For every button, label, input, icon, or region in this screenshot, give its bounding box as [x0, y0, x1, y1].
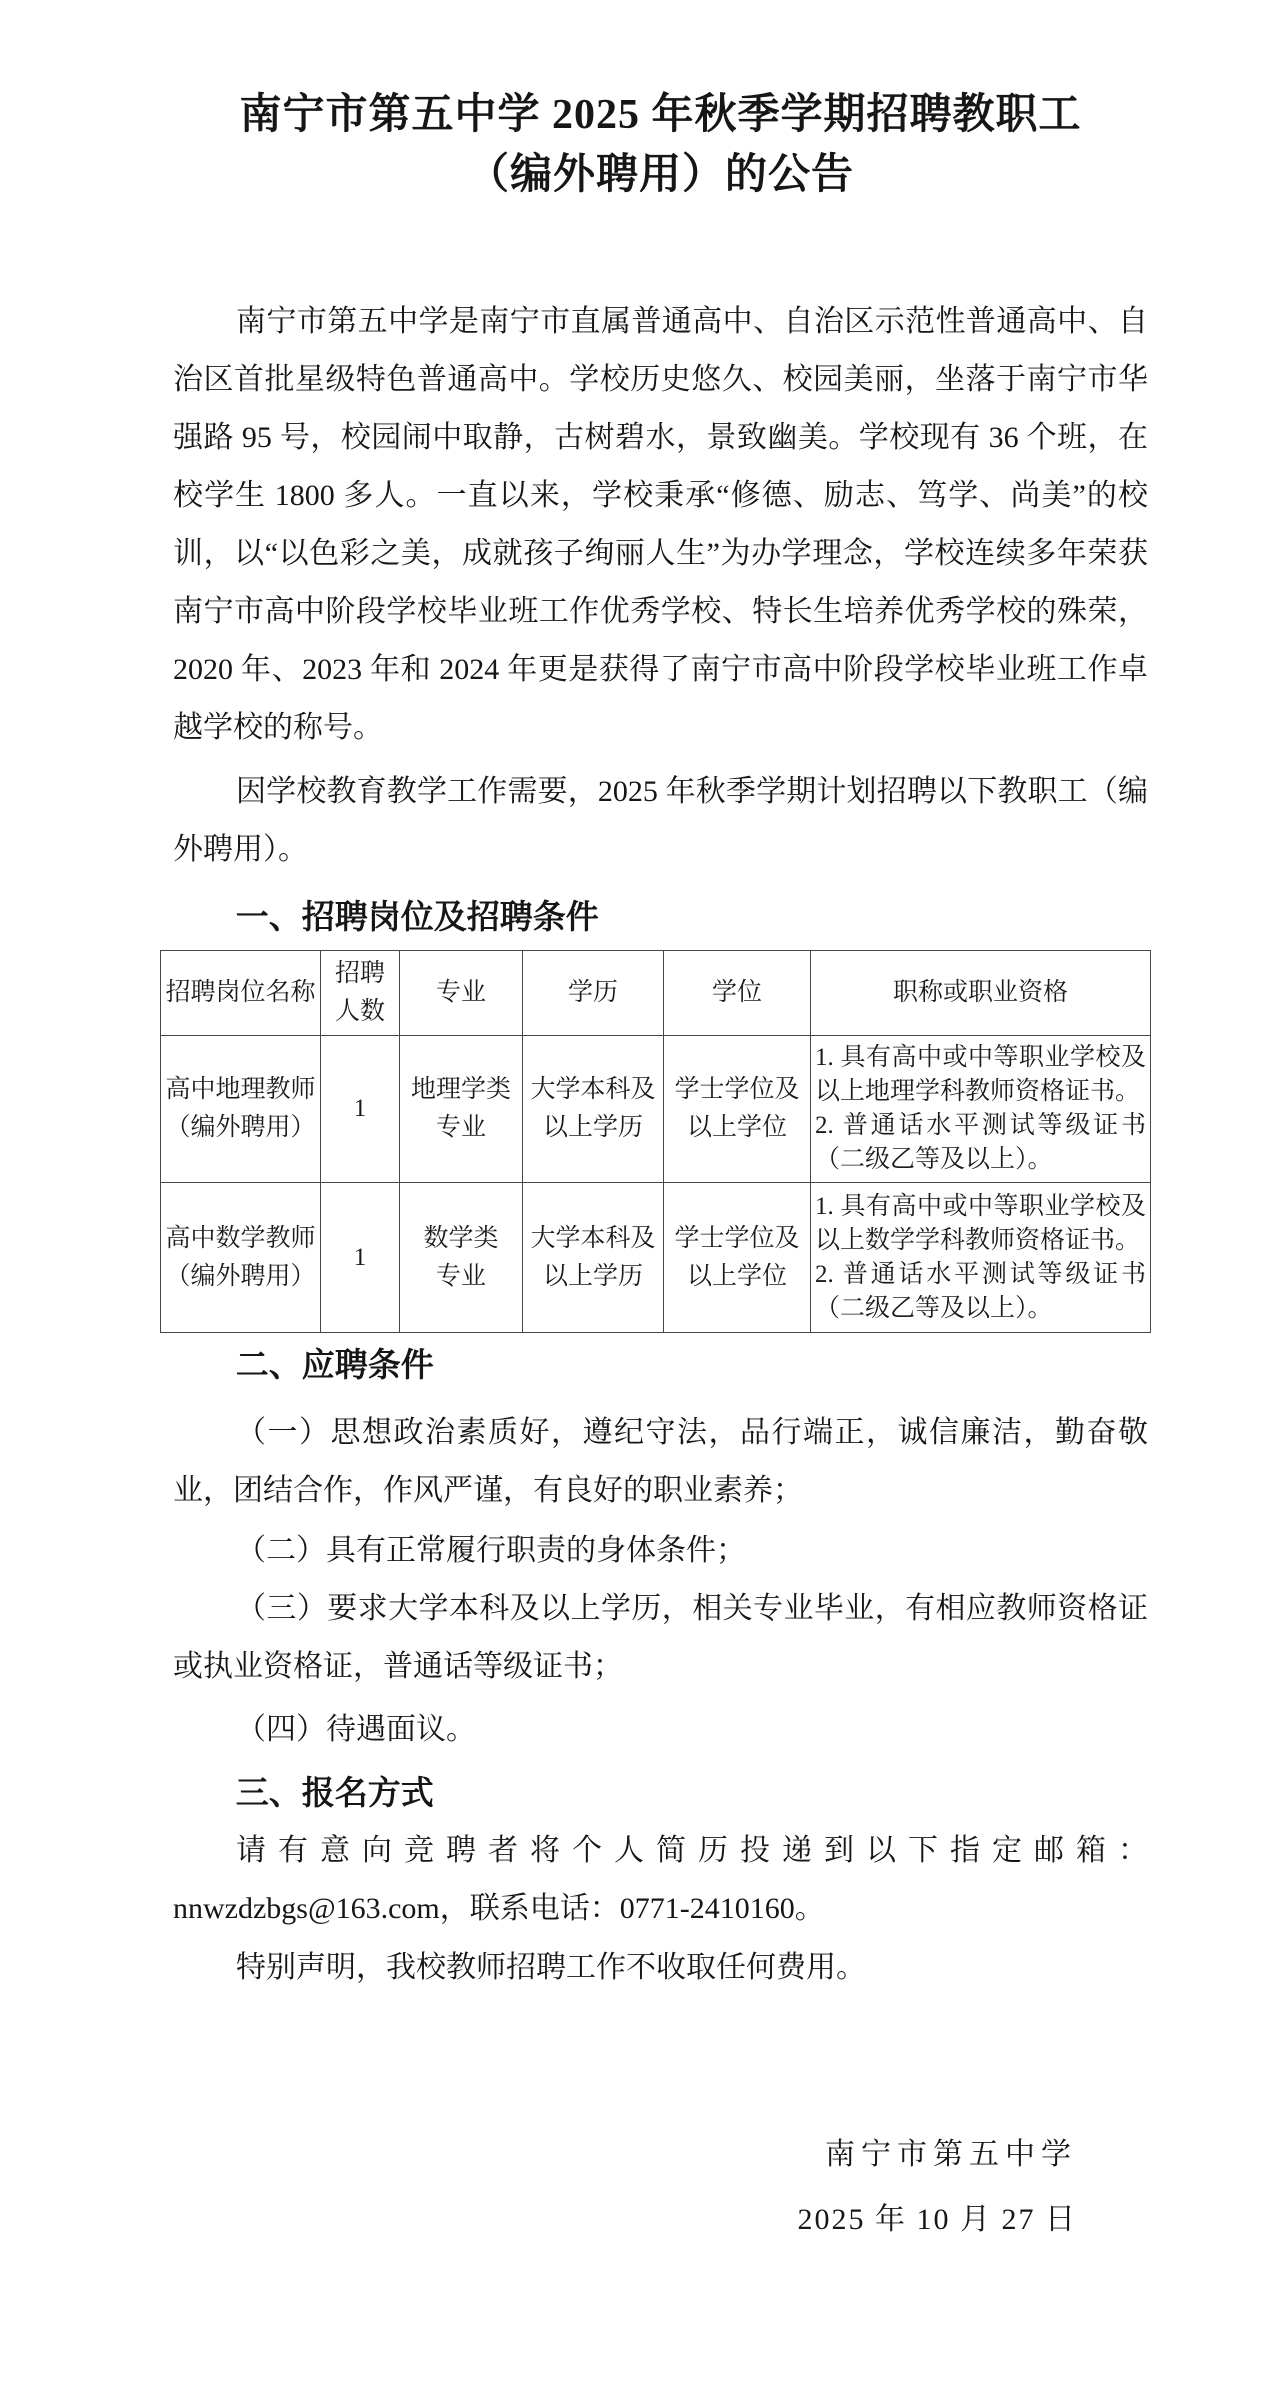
title-line-2: （编外聘用）的公告	[466, 152, 854, 198]
apply-condition-4: （四）待遇面议。	[236, 1713, 476, 1746]
cell-major: 地理学类 专业	[400, 1036, 523, 1183]
apply-condition-2: （二）具有正常履行职责的身体条件；	[236, 1534, 746, 1567]
section-heading-signup: 三、报名方式	[235, 1774, 434, 1811]
section-heading-apply: 二、应聘条件	[235, 1346, 434, 1383]
intro-paragraph-2: 因学校教育教学工作需要，2025 年秋季学期计划招聘以下教职工（编外聘用）。	[173, 775, 1148, 866]
cell-position: 高中数学教师 （编外聘用）	[161, 1183, 321, 1333]
document-title	[173, 0, 1148, 205]
header-education: 学历	[523, 951, 664, 1036]
cell-position: 高中地理教师 （编外聘用）	[161, 1036, 321, 1183]
section-heading-recruit: 一、招聘岗位及招聘条件	[235, 898, 599, 935]
header-count: 招聘人数	[321, 951, 400, 1036]
header-major: 专业	[400, 951, 523, 1036]
cell-qualification: 1. 具有高中或中等职业学校及以上数学学科教师资格证书。 2. 普通话水平测试等级证书（二级乙等及以上）。	[811, 1183, 1151, 1333]
signature-block	[173, 2126, 1148, 2249]
cell-education: 大学本科及 以上学历	[523, 1036, 664, 1183]
header-qualification: 职称或职业资格	[811, 951, 1151, 1036]
table-header-row	[161, 951, 1151, 1036]
apply-condition-1: （一）思想政治素质好，遵纪守法，品行端正，诚信廉洁，勤奋敬业，团结合作，作风严谨，有良好的职业素养；	[173, 1416, 1148, 1507]
header-degree: 学位	[664, 951, 811, 1036]
table-row-geography	[161, 1036, 1151, 1183]
header-position: 招聘岗位名称	[161, 951, 321, 1036]
cell-count: 1	[321, 1036, 400, 1183]
document-content	[165, 0, 1148, 2249]
cell-qualification: 1. 具有高中或中等职业学校及以上地理学科教师资格证书。 2. 普通话水平测试等级证书（二级乙等及以上）。	[811, 1036, 1151, 1183]
apply-condition-3: （三）要求大学本科及以上学历，相关专业毕业，有相应教师资格证或执业资格证，普通话等级证书；	[173, 1592, 1148, 1683]
signup-paragraph-1: 请有意向竞聘者将个人简历投递到以下指定邮箱：nnwzdzbgs@163.com，联系电话：0771-2410160。	[173, 1834, 1148, 1925]
table-row-math	[161, 1183, 1151, 1333]
intro-paragraph-1: 南宁市第五中学是南宁市直属普通高中、自治区示范性普通高中、自治区首批星级特色普通高中。学校历史悠久、校园美丽，坐落于南宁市华强路 95 号，校园闹中取静，古树碧水，景致幽美。学校现有 36 个班，在校学生 1800 多人。一直以来，学校秉承“修德、励志、笃学、尚美”的校训，以“以色彩之美，成就孩子绚丽人生”为办学理念，学校连续多年荣获南宁市高中阶段学校毕业班工作优秀学校、特长生培养优秀学校的殊荣，2020 年、2023 年和 2024 年更是获得了南宁市高中阶段学校毕业班工作卓越学校的称号。	[173, 305, 1148, 744]
cell-count: 1	[321, 1183, 400, 1333]
signature-org: 南宁市第五中学	[825, 2138, 1077, 2171]
cell-major: 数学类 专业	[400, 1183, 523, 1333]
cell-degree: 学士学位及 以上学位	[664, 1036, 811, 1183]
signup-paragraph-2: 特别声明，我校教师招聘工作不收取任何费用。	[236, 1951, 866, 1984]
cell-education: 大学本科及 以上学历	[523, 1183, 664, 1333]
signature-date: 2025 年 10 月 27 日	[797, 2203, 1077, 2236]
recruitment-table	[160, 950, 1151, 1333]
title-line-1: 南宁市第五中学 2025 年秋季学期招聘教职工	[239, 92, 1082, 138]
cell-degree: 学士学位及 以上学位	[664, 1183, 811, 1333]
